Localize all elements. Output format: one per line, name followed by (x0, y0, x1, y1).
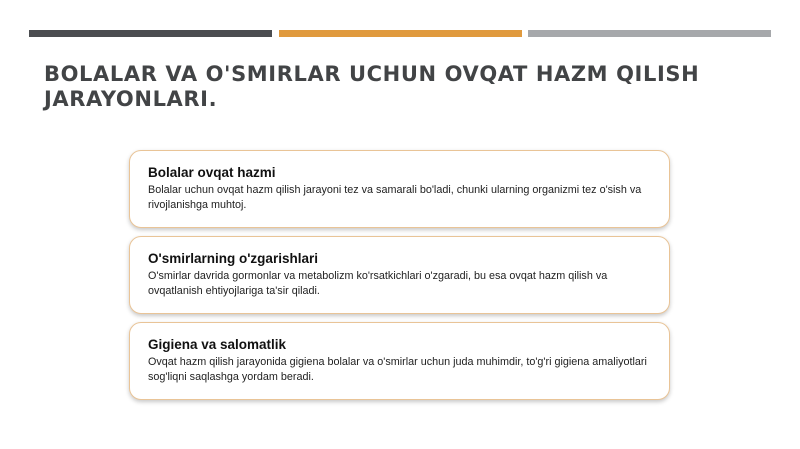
card-list (129, 150, 670, 408)
card-text: Ovqat hazm qilish jarayonida gigiena bolalar va o'smirlar uchun juda muhimdir, to'g'ri gigiena amaliyotlari sog'liqni saqlashga yordam beradi. (148, 356, 647, 383)
card-bolalar-ovqat-hazmi (129, 150, 670, 228)
card-title: Bolalar ovqat hazmi (148, 165, 276, 180)
accent-bar-gray (528, 30, 771, 37)
card-gigiena-va-salomatlik (129, 322, 670, 400)
accent-bar-orange (279, 30, 522, 37)
accent-bar-dark (29, 30, 272, 37)
page-title: BOLALAR VA O'SMIRLAR UCHUN OVQAT HAZM QILISH JARAYONLARI. (44, 62, 700, 111)
top-accent-bars (29, 30, 771, 37)
card-text: O'smirlar davrida gormonlar va metabolizm ko'rsatkichlari o'zgaradi, bu esa ovqat hazm qilish va ovqatlanish ehtiyojlariga ta'sir qiladi. (148, 270, 608, 297)
card-osmirlarning-ozgarishlari (129, 236, 670, 314)
card-title: Gigiena va salomatlik (148, 337, 287, 352)
card-title: O'smirlarning o'zgarishlari (148, 251, 318, 266)
card-text: Bolalar uchun ovqat hazm qilish jarayoni tez va samarali bo'ladi, chunki ularning organizmi tez o'sish va rivojlanishga muhtoj. (148, 184, 642, 211)
